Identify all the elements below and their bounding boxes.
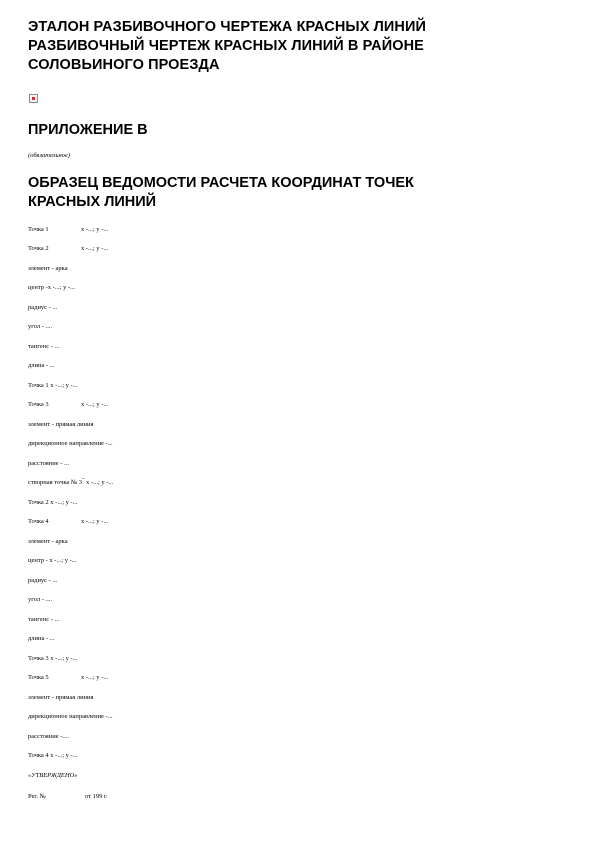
list-item: Точка 4 х -...; у -... — [28, 752, 78, 759]
section-title-line-1: ОБРАЗЕЦ ВЕДОМОСТИ РАСЧЕТА КООРДИНАТ ТОЧЕК — [28, 175, 414, 191]
list-item: расстояние -.... — [28, 733, 69, 740]
list-item: Точка 3 х -...; у -... — [28, 655, 78, 662]
list-item: центр -х -...; у -... — [28, 284, 76, 291]
point-label: Точка 1 — [28, 226, 49, 233]
list-item — [28, 226, 109, 234]
list-item: длина - ... — [28, 362, 55, 369]
list-item: дирекционное направление -... — [28, 440, 113, 447]
list-item: радиус - ... — [28, 304, 58, 311]
list-item: длина - ... — [28, 635, 55, 642]
point-label: Точка 2 — [28, 245, 49, 252]
registration-date: от 199 г. — [85, 793, 108, 800]
list-item — [28, 674, 109, 682]
list-item — [28, 476, 114, 487]
registration-label: Рег. № — [28, 793, 46, 800]
alignment-point-superscript: ''' — [81, 476, 85, 482]
section-title-line-2: КРАСНЫХ ЛИНИЙ — [28, 194, 157, 210]
alignment-point-coordinates: х -...; у -... — [84, 479, 114, 486]
list-item: элемент - арка — [28, 265, 68, 272]
alignment-point-label: створная точка № 3 — [28, 479, 82, 486]
section-title — [28, 174, 414, 212]
list-item: угол - .... — [28, 323, 53, 330]
list-item: элемент - прямая линия — [28, 421, 94, 428]
list-item: центр - х -...; у -... — [28, 557, 77, 564]
registration-line — [28, 793, 108, 801]
approved-stamp: «УТВЕРЖДЕНО» — [28, 772, 78, 779]
point-coordinates: х -...; у -... — [81, 674, 109, 681]
point-coordinates: х -...; у -... — [81, 245, 109, 252]
point-coordinates: х -...; у -... — [81, 226, 109, 233]
document-title — [28, 18, 568, 75]
list-item: Точка 1 х -...; у -... — [28, 382, 78, 389]
list-item: расстояние - ... — [28, 460, 69, 467]
document-title-line-3: СОЛОВЬИНОГО ПРОЕЗДА — [28, 57, 220, 73]
list-item: Точка 2 х -...; у -... — [28, 499, 78, 506]
list-item — [28, 518, 109, 526]
list-item: радиус - ... — [28, 577, 58, 584]
point-coordinates: х -...; у -... — [81, 401, 109, 408]
list-item: угол - .... — [28, 596, 53, 603]
list-item: тангенс - ... — [28, 343, 60, 350]
document-title-line-2: РАЗБИВОЧНЫЙ ЧЕРТЕЖ КРАСНЫХ ЛИНИЙ В РАЙОНЕ — [28, 38, 424, 54]
list-item: элемент - арка — [28, 538, 68, 545]
broken-image-icon — [29, 94, 38, 103]
appendix-title: ПРИЛОЖЕНИЕ В — [28, 122, 148, 138]
point-label: Точка 5 — [28, 674, 49, 681]
point-label: Точка 3 — [28, 401, 49, 408]
list-item: дирекционное направление -... — [28, 713, 113, 720]
list-item: тангенс - ... — [28, 616, 60, 623]
list-item — [28, 245, 109, 253]
list-item: элемент - прямая линия — [28, 694, 94, 701]
list-item — [28, 401, 109, 409]
appendix-note: (обязательное) — [28, 152, 70, 159]
document-title-line-1: ЭТАЛОН РАЗБИВОЧНОГО ЧЕРТЕЖА КРАСНЫХ ЛИНИЙ — [28, 19, 426, 35]
point-label: Точка 4 — [28, 518, 49, 525]
point-coordinates: х -...; у -... — [81, 518, 109, 525]
